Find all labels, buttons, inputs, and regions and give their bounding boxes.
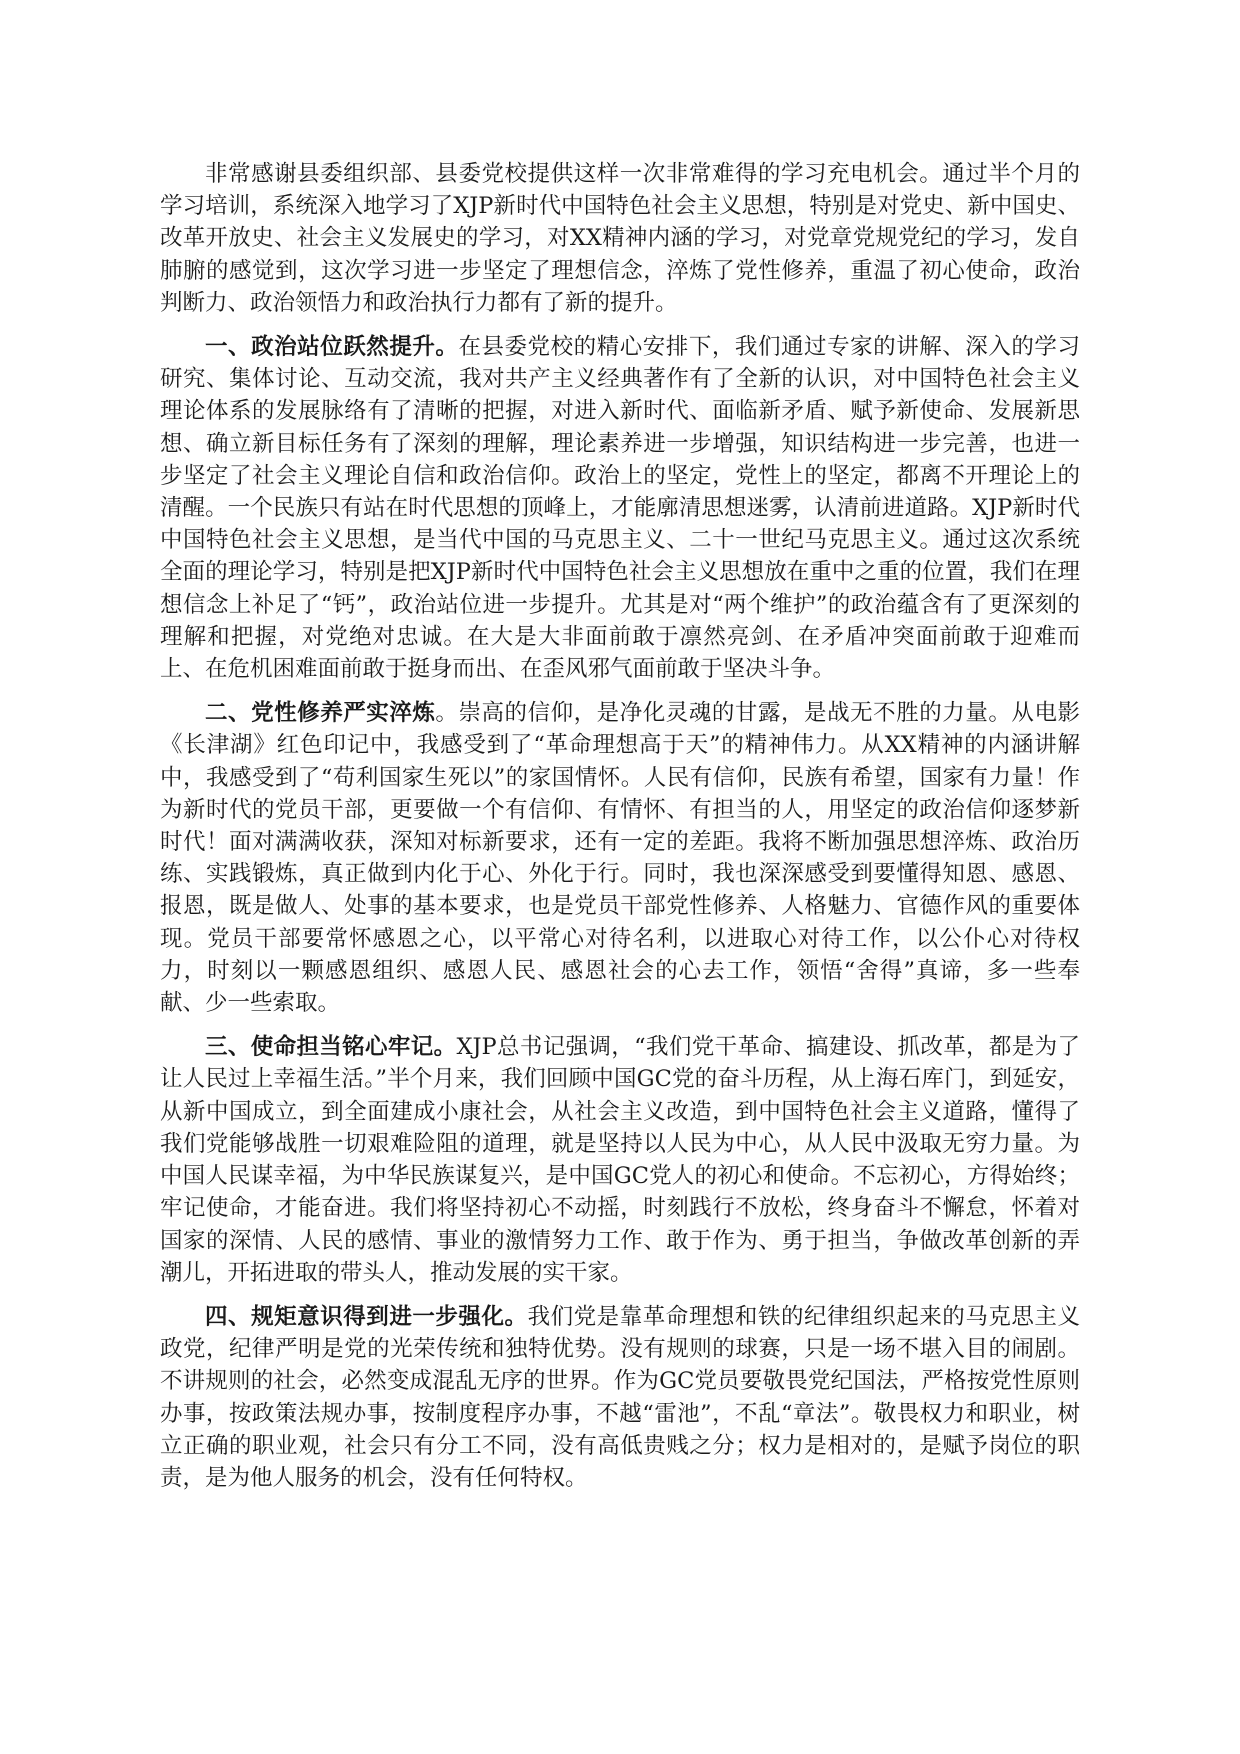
section-heading-4: 四、规矩意识得到进一步强化。 — [205, 1303, 528, 1330]
section-text-1: 在县委党校的精心安排下，我们通过专家的讲解、深入的学习研究、集体讨论、互动交流，我对共产主义经典著作有了全新的认识，对中国特色社会主义理论体系的发展脉络有了清晰的把握，对进入新时代、面临新矛盾、赋予新使命、发展新思想、确立新目标任务有了深刻的理解，理论素养进一步增强，知识结构进一步完善，也进一步坚定了社会主义理论自信和政治信仰。政治上的坚定，党性上的坚定，都离不开理论上的清醒。一个民族只有站在时代思想的顶峰上，才能廓清思想迷雾，认清前进道路。XJP新时代中国特色社会主义思想，是当代中国的马克思主义、二十一世纪马克思主义。通过这次系统全面的理论学习，特别是把XJP新时代中国特色社会主义思想放在重中之重的位置，我们在理想信念上补足了“钙”，政治站位进一步提升。尤其是对“两个维护”的政治蕴含有了更深刻的理解和把握，对党绝对忠诚。在大是大非面前敢于凛然亮剑、在矛盾冲突面前敢于迎难而上、在危机困难面前敢于挺身而出、在歪风邪气面前敢于坚决斗争。 — [160, 334, 1080, 683]
document-body — [160, 158, 1080, 1506]
intro-paragraph — [160, 158, 1080, 319]
section-paragraph-4 — [160, 1301, 1080, 1494]
section-paragraph-2 — [160, 697, 1080, 1019]
section-text-2: 。崇高的信仰，是净化灵魂的甘露，是战无不胜的力量。从电影《长津湖》红色印记中，我感受到了“革命理想高于天”的精神伟力。从XX精神的内涵讲解中，我感受到了“苟利国家生死以”的家国情怀。人民有信仰，民族有希望，国家有力量！作为新时代的党员干部，更要做一个有信仰、有情怀、有担当的人，用坚定的政治信仰逐梦新时代！面对满满收获，深知对标新要求，还有一定的差距。我将不断加强思想淬炼、政治历练、实践锻炼，真正做到内化于心、外化于行。同时，我也深深感受到要懂得知恩、感恩、报恩，既是做人、处事的基本要求，也是党员干部党性修养、人格魅力、官德作风的重要体现。党员干部要常怀感恩之心，以平常心对待名利，以进取心对待工作，以公仆心对待权力，时刻以一颗感恩组织、感恩人民、感恩社会的心去工作，领悟“舍得”真谛，多一些奉献、少一些索取。 — [160, 700, 1080, 1017]
section-text-4: 我们党是靠革命理想和铁的纪律组织起来的马克思主义政党，纪律严明是党的光荣传统和独特优势。没有规则的球赛，只是一场不堪入目的闹剧。不讲规则的社会，必然变成混乱无序的世界。作为GC党员要敬畏党纪国法，严格按党性原则办事，按政策法规办事，按制度程序办事，不越“雷池”，不乱“章法”。敬畏权力和职业，树立正确的职业观，社会只有分工不同，没有高低贵贱之分；权力是相对的，是赋予岗位的职责，是为他人服务的机会，没有任何特权。 — [160, 1303, 1080, 1491]
section-paragraph-3 — [160, 1031, 1080, 1289]
section-heading-1: 一、政治站位跃然提升。 — [205, 334, 459, 361]
intro-text: 非常感谢县委组织部、县委党校提供这样一次非常难得的学习充电机会。通过半个月的学习培训，系统深入地学习了XJP新时代中国特色社会主义思想，特别是对党史、新中国史、改革开放史、社会主义发展史的学习，对XX精神内涵的学习，对党章党规党纪的学习，发自肺腑的感觉到，这次学习进一步坚定了理想信念，淬炼了党性修养，重温了初心使命，政治判断力、政治领悟力和政治执行力都有了新的提升。 — [160, 161, 1080, 316]
section-text-3: XJP总书记强调，“我们党干革命、搞建设、抓改革，都是为了让人民过上幸福生活。”半个月来，我们回顾中国GC党的奋斗历程，从上海石库门，到延安，从新中国成立，到全面建成小康社会，从社会主义改造，到中国特色社会主义道路，懂得了我们党能够战胜一切艰难险阻的道理，就是坚持以人民为中心，从人民中汲取无穷力量。为中国人民谋幸福，为中华民族谋复兴，是中国GC党人的初心和使命。不忘初心，方得始终；牢记使命，才能奋进。我们将坚持初心不动摇，时刻践行不放松，终身奋斗不懈怠，怀着对国家的深情、人民的感情、事业的激情努力工作、敢于作为、勇于担当，争做改革创新的弄潮儿，开拓进取的带头人，推动发展的实干家。 — [160, 1034, 1080, 1286]
section-paragraph-1 — [160, 331, 1080, 685]
section-heading-3: 三、使命担当铭心牢记。 — [205, 1034, 457, 1061]
section-heading-2: 二、党性修养严实淬炼 — [205, 700, 436, 727]
